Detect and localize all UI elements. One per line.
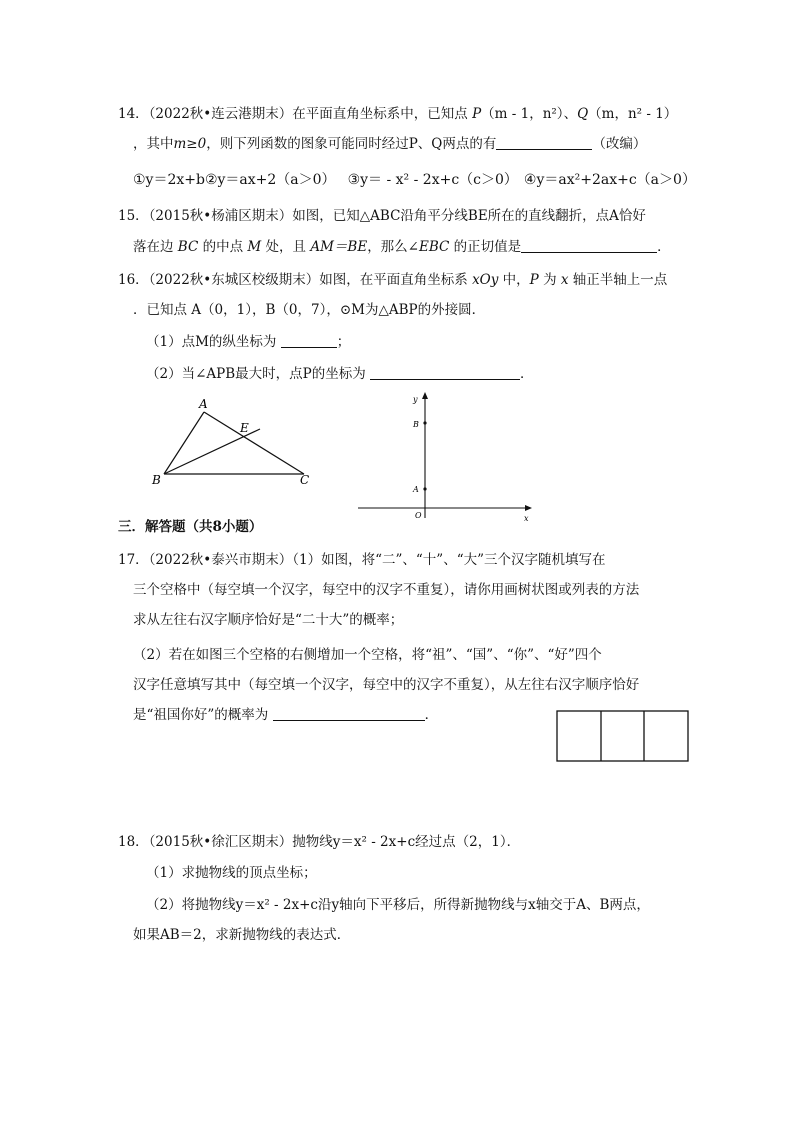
answer-blank (370, 366, 520, 380)
q16-sub1-end: ； (336, 334, 351, 350)
q16-text: x (560, 272, 569, 288)
q16-text: xOy (472, 272, 499, 288)
q15-text: 如图，已知△ABC沿角平分线BE所在的直线翻折，点A恰好 (292, 208, 646, 224)
q17-line5: 汉字任意填写其中（每空填一个汉字，每空中的汉字不重复），从左往右汉字顺序恰好 (133, 677, 640, 693)
q16-text: ．已知点 A（0，1），B（0，7），⊙M为△ABP的外接圆． (133, 302, 486, 318)
a-label: A (413, 485, 419, 494)
q16-sub2-end: ． (520, 366, 534, 382)
q18-sub2b: 如果AB＝2，求新抛物线的表达式． (133, 927, 351, 943)
b-label: B (413, 420, 419, 429)
q14-text: ，其中 (133, 136, 174, 152)
q15-text: 的中点 (202, 239, 244, 255)
q15-text: ，那么∠ (367, 239, 419, 255)
q14-points: P、Q (408, 136, 443, 152)
label-e: E (240, 421, 249, 435)
q15-text: EBC (419, 239, 450, 255)
q14-number: 14． (118, 106, 149, 122)
section-heading: 三．解答题（共8小题） (118, 519, 263, 535)
q15-number: 15． (118, 208, 149, 224)
option-3: ③y＝ - x² - 2x+c（c＞0） (347, 172, 518, 188)
label-a: A (199, 397, 208, 411)
q18-sub1: （1）求抛物线的顶点坐标； (146, 865, 317, 881)
point-q: Q (577, 106, 589, 122)
q15-text: AM＝BE (310, 239, 368, 255)
q14-text: 在平面直角坐标系中，已知点 (292, 106, 468, 122)
q15-text: 落在边 (133, 239, 174, 255)
q15-line2 (133, 237, 671, 257)
q17-line2: 三个空格中（每空填一个汉字，每空中的汉字不重复），请你用画树状图或列表的方法 (133, 582, 640, 598)
q14-options (133, 170, 696, 190)
q17-line6 (133, 705, 438, 725)
q16-number: 16． (118, 272, 149, 288)
option-2: ②y＝ax+2（a＞0） (204, 172, 336, 188)
q18-sub2: （2）将抛物线y＝x² - 2x+c沿y轴向下平移后，所得新抛物线与x轴交于A、B两点， (146, 897, 650, 913)
q18-line1 (118, 832, 520, 852)
point-b-dot (423, 421, 426, 424)
q17-line1 (118, 550, 606, 570)
q18-number: 18． (118, 834, 149, 850)
q15-text: BC (177, 239, 199, 255)
q16-text: 为 (543, 272, 557, 288)
q16-sub2 (146, 364, 534, 384)
q16-sub1 (146, 332, 350, 352)
q17-text: 是“祖国你好”的概率为 (133, 707, 269, 723)
q15-text: 处，且 (265, 239, 307, 255)
q14-condition: m≥0 (173, 136, 207, 152)
label-c: C (300, 473, 310, 487)
x-axis-arrow-icon (525, 505, 532, 511)
q17-source: （2022秋•泰兴市期末） (148, 552, 293, 568)
q18-text: 抛物线y＝x² - 2x+c经过点（2，1）． (292, 834, 521, 850)
q15-text: M (247, 239, 262, 255)
q16-line2 (133, 300, 485, 320)
q16-sub2-text: （2）当∠APB最大时，点P的坐标为 (146, 366, 366, 382)
q14-tag: （改编） (592, 136, 647, 152)
point-p: P (472, 106, 482, 122)
separator: 、 (563, 106, 578, 122)
q15-source: （2015秋•杨浦区期末） (148, 208, 293, 224)
q14-text: ，则下列函数的图象可能同时经过 (206, 136, 409, 152)
q17-end: ． (424, 707, 439, 723)
q15-end: ． (657, 239, 671, 255)
point-q-coord: （m，n² - 1） (588, 106, 678, 122)
option-1: ①y＝2x+b (133, 172, 205, 188)
q16-text: 如图，在平面直角坐标系 (319, 272, 468, 288)
q17-text: （1）如图，将“二”、“十”、“大”三个汉字随机填写在 (292, 552, 606, 568)
option-4: ④y＝ax²+2ax+c（a＞0） (523, 172, 696, 188)
q18-source: （2015秋•徐汇区期末） (148, 834, 293, 850)
q16-sub1-text: （1）点M的纵坐标为 (146, 334, 277, 350)
q14-line2 (133, 134, 646, 154)
q14-source: （2022秋•连云港期末） (148, 106, 293, 122)
answer-blank (273, 707, 425, 721)
q16-source: （2022秋•东城区校级期末） (148, 272, 320, 288)
q17-number: 17． (118, 552, 149, 568)
q15-line1 (118, 206, 646, 226)
q16-text: 轴正半轴上一点 (572, 272, 668, 288)
point-p-coord: （m - 1，n²） (481, 106, 564, 122)
axes-figure (350, 388, 540, 528)
side-ac (204, 412, 304, 474)
x-label: x (524, 514, 529, 523)
q14-text: 两点的有 (442, 136, 497, 152)
boxes-outline (557, 711, 688, 761)
answer-blank (496, 136, 592, 150)
answer-blank (281, 334, 337, 348)
triangle-figure (140, 392, 320, 492)
q16-text: P (529, 272, 539, 288)
y-axis-arrow-icon (422, 392, 428, 399)
point-a-dot (423, 487, 426, 490)
origin-label: O (415, 511, 422, 520)
blank-boxes (556, 710, 690, 764)
q17-line4: （2）若在如图三个空格的右侧增加一个空格，将“祖”、“国”、“你”、“好”四个 (133, 647, 602, 663)
q16-line1 (118, 270, 667, 290)
label-b: B (152, 473, 161, 487)
q15-text: 的正切值是 (453, 239, 522, 255)
y-label: y (413, 395, 418, 404)
q14-line1 (118, 104, 677, 124)
answer-blank (521, 239, 657, 253)
q17-line3: 求从左往右汉字顺序恰好是“二十大”的概率； (133, 612, 404, 628)
q16-text: 中， (502, 272, 530, 288)
